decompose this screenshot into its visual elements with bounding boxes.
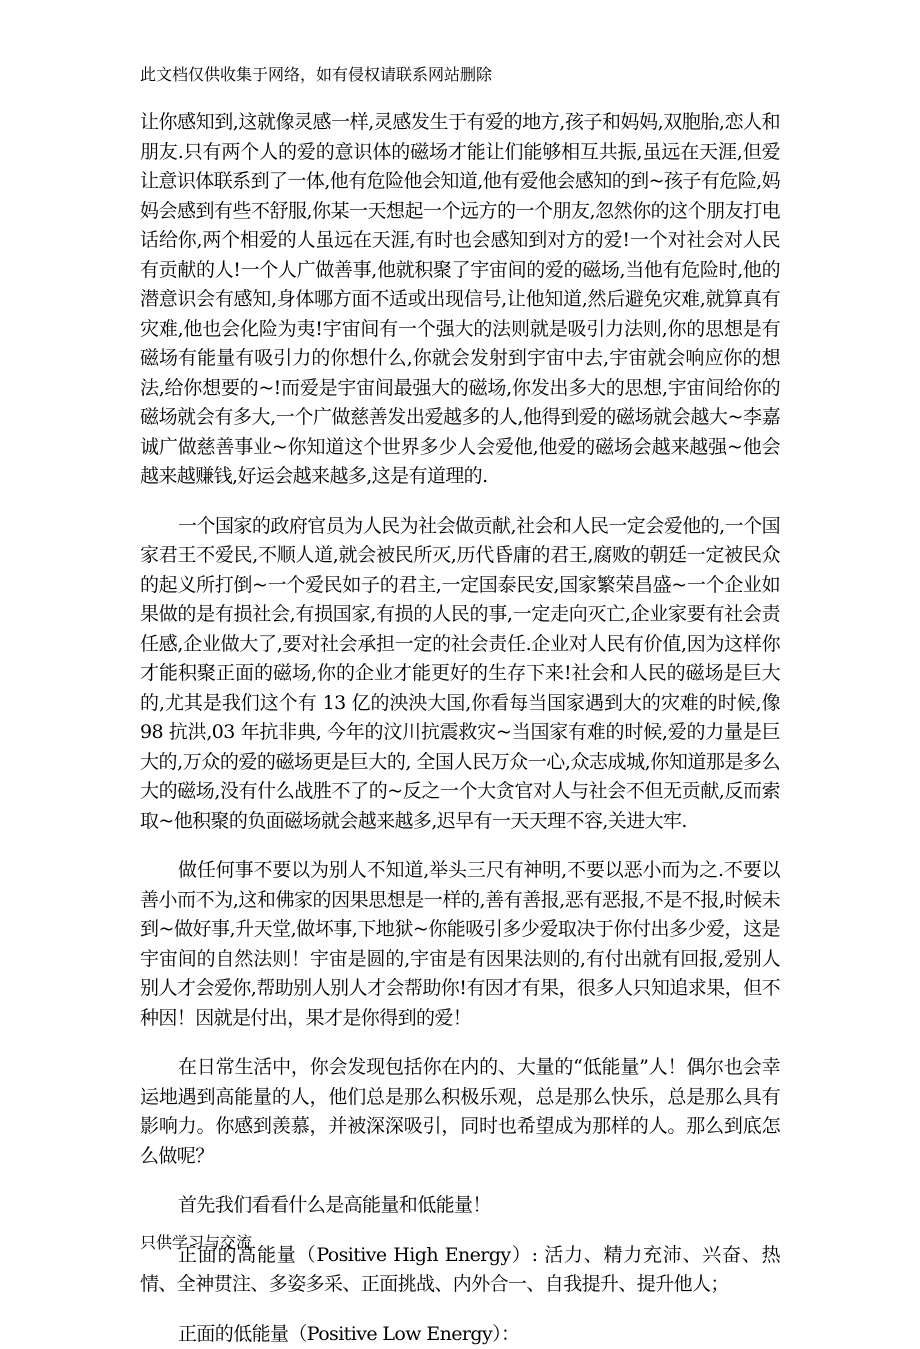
paragraph-spacer [140,492,780,512]
paragraph-4: 在日常生活中，你会发现包括你在内的、大量的“低能量”人！偶尔也会幸运地遇到高能量的人，他们总是那么积极乐观，总是那么快乐，总是那么具有影响力。你感到羡慕，并被深深吸引，同时也希望成为那样的人。那么到底怎么做呢？ [140,1053,780,1171]
paragraph-6: 正面的高能量（Positive High Energy）: 活力、精力充沛、兴奋、热情、全神贯注、多姿多采、正面挑战、内外合一、自我提升、提升他人； [140,1241,780,1300]
paragraph-3: 做任何事不要以为别人不知道,举头三尺有神明,不要以恶小而为之.不要以善小而不为,这和佛家的因果思想是一样的,善有善报,恶有恶报,不是不报,时候未到~做好事,升天堂,做坏事,下地狱~你能吸引多少爱取决于你付出多少爱，这是宇宙间的自然法则！宇宙是圆的,宇宙是有因果法则的,有付出就有回报,爱别人别人才会爱你,帮助别人别人才会帮助你!有因才有果，很多人只知追求果，但不种因！因就是付出，果才是你得到的爱！ [140,856,780,1033]
document-body [140,108,780,1349]
paragraph-spacer [140,1300,780,1320]
paragraph-spacer [140,836,780,856]
paragraph-7: 正面的低能量（Positive Low Energy）： [140,1320,780,1349]
paragraph-5: 首先我们看看什么是高能量和低能量！ [140,1191,780,1221]
page-header-note: 此文档仅供收集于网络，如有侵权请联系网站删除 [140,64,492,86]
paragraph-spacer [140,1171,780,1191]
paragraph-1: 让你感知到,这就像灵感一样,灵感发生于有爱的地方,孩子和妈妈,双胞胎,恋人和朋友.只有两个人的爱的意识体的磁场才能让们能够相互共振,虽远在天涯,但爱让意识体联系到了一体,他有危险他会知道,他有爱他会感知的到~孩子有危险,妈妈会感到有些不舒服,你某一天想起一个远方的一个朋友,忽然你的这个朋友打电话给你,两个相爱的人虽远在天涯,有时也会感知到对方的爱!一个对社会对人民有贡献的人!一个人广做善事,他就积聚了宇宙间的爱的磁场,当他有危险时,他的潜意识会有感知,身体哪方面不适或出现信号,让他知道,然后避免灾难,就算真有灾难,他也会化险为夷!宇宙间有一个强大的法则就是吸引力法则,你的思想是有磁场有能量有吸引力的你想什么,你就会发射到宇宙中去,宇宙就会响应你的想法,给你想要的~!而爱是宇宙间最强大的磁场,你发出多大的思想,宇宙间给你的磁场就会有多大,一个广做慈善发出爱越多的人,他得到爱的磁场就会越大~李嘉诚广做慈善事业~你知道这个世界多少人会爱他,他爱的磁场会越来越强~他会越来越赚钱,好运会越来越多,这是有道理的. [140,108,780,492]
paragraph-2: 一个国家的政府官员为人民为社会做贡献,社会和人民一定会爱他的,一个国家君王不爱民,不顺人道,就会被民所灭,历代昏庸的君王,腐败的朝廷一定被民众的起义所打倒~一个爱民如子的君主,一定国泰民安,国家繁荣昌盛~一个企业如果做的是有损社会,有损国家,有损的人民的事,一定走向灭亡,企业家要有社会责任感,企业做大了,要对社会承担一定的社会责任.企业对人民有价值,因为这样你才能积聚正面的磁场,你的企业才能更好的生存下来!社会和人民的磁场是巨大的,尤其是我们这个有 13 亿的泱泱大国,你看每当国家遇到大的灾难的时候,像 98 抗洪,03 年抗非典, 今年的汶川抗震救灾~当国家有难的时候,爱的力量是巨大的,万众的爱的磁场更是巨大的, 全国人民万众一心,众志成城,你知道那是多么大的磁场,没有什么战胜不了的~反之一个大贪官对人与社会不但无贡献,反而索取~他积聚的负面磁场就会越来越多,迟早有一天天理不容,关进大牢. [140,512,780,837]
page-footer-note: 只供学习与交流 [140,1232,252,1254]
paragraph-spacer [140,1033,780,1053]
